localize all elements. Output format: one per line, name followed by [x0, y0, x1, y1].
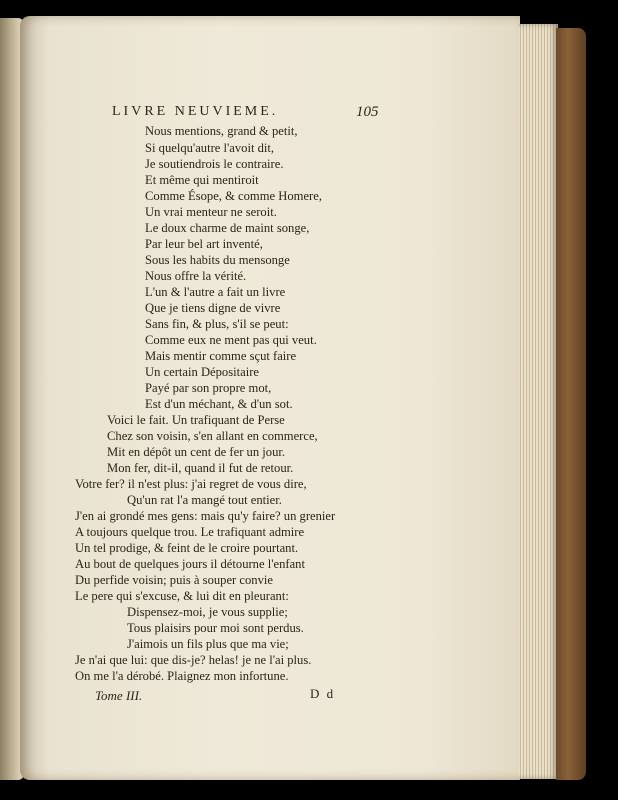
verse-line: Votre fer? il n'est plus: j'ai regret de vous dire,	[75, 477, 307, 491]
verse-line: Nous mentions, grand & petit,	[145, 124, 298, 138]
verse-line: Du perfide voisin; puis à souper convie	[75, 573, 273, 587]
verse-line: Un vrai menteur ne seroit.	[145, 205, 277, 219]
verse-line: Je soutiendrois le contraire.	[145, 157, 284, 171]
verse-line: Est d'un méchant, & d'un sot.	[145, 397, 293, 411]
verse-line: Voici le fait. Un trafiquant de Perse	[107, 413, 285, 427]
verse-line: A toujours quelque trou. Le trafiquant admire	[75, 525, 305, 539]
volume-marker: Tome III.	[95, 688, 143, 703]
verse-line: Un certain Dépositaire	[145, 365, 259, 379]
verse-line: Mais mentir comme sçut faire	[145, 349, 297, 363]
verse-line: Si quelqu'autre l'avoit dit,	[145, 141, 275, 155]
verse-line: Qu'un rat l'a mangé tout entier.	[127, 493, 282, 507]
verse-line: Payé par son propre mot,	[145, 381, 272, 395]
verse-line: Et même qui mentiroit	[145, 173, 259, 187]
verse-line: Comme Ésope, & comme Homere,	[145, 189, 322, 203]
verse-line: Chez son voisin, s'en allant en commerce,	[107, 429, 318, 443]
signature-mark: D d	[310, 686, 336, 701]
verse-line: Un tel prodige, & feint de le croire pourtant.	[75, 541, 299, 555]
verse-line: Sans fin, & plus, s'il se peut:	[145, 317, 289, 331]
verse-line: Comme eux ne ment pas qui veut.	[145, 333, 317, 347]
verse-line: Au bout de quelques jours il détourne l'enfant	[75, 557, 305, 571]
verse-line: J'aimois un fils plus que ma vie;	[127, 637, 289, 651]
verse-line: On me l'a dérobé. Plaignez mon infortune.	[75, 669, 289, 683]
verse-line: Mon fer, dit-il, quand il fut de retour.	[107, 461, 294, 475]
verse-line: J'en ai grondé mes gens: mais qu'y faire? un grenier	[75, 509, 336, 523]
verse-line: Dispensez-moi, je vous supplie;	[127, 605, 288, 619]
verse-line: Tous plaisirs pour moi sont perdus.	[127, 621, 304, 635]
verse-line: Le pere qui s'excuse, & lui dit en pleurant:	[75, 589, 289, 603]
page-number: 105	[356, 104, 379, 120]
verse-line: Nous offre la vérité.	[145, 269, 247, 283]
running-head: LIVRE NEUVIEME.	[112, 104, 279, 119]
verse-line: Le doux charme de maint songe,	[145, 221, 310, 235]
verse-line: Sous les habits du mensonge	[145, 253, 290, 267]
verse-line: Mit en dépôt un cent de fer un jour.	[107, 445, 286, 459]
verse-line: L'un & l'autre a fait un livre	[145, 285, 286, 299]
verse-line: Que je tiens digne de vivre	[145, 301, 281, 315]
verse-line: Par leur bel art inventé,	[145, 237, 263, 251]
verse-line: Je n'ai que lui: que dis-je? helas! je ne l'ai plus.	[75, 653, 312, 667]
